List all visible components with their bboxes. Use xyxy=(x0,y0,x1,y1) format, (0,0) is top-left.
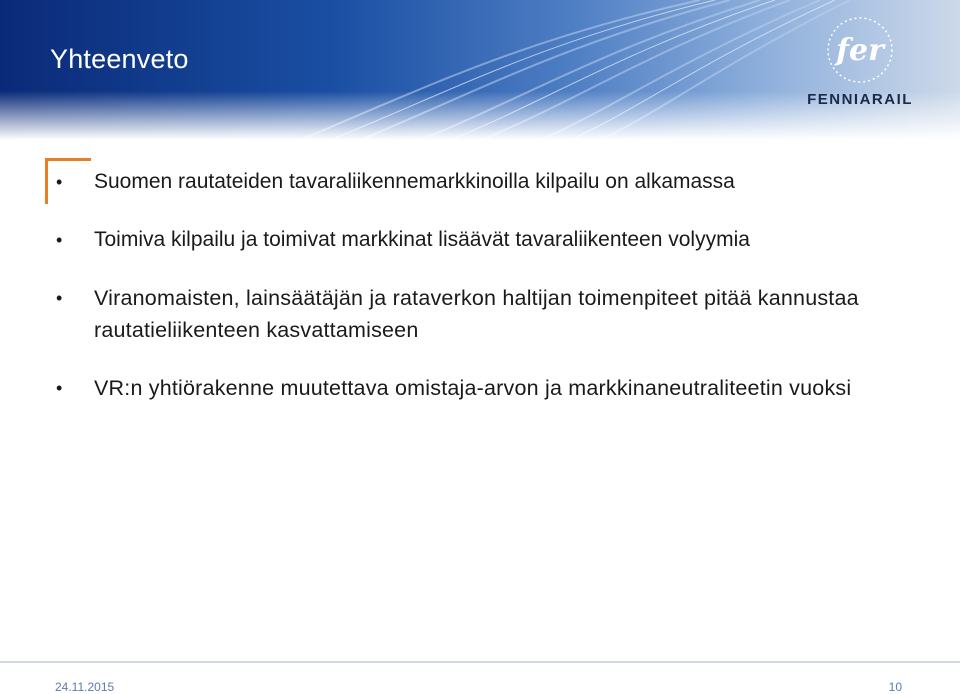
bullet-text: Suomen rautateiden tavaraliikennemarkkinoilla kilpailu on alkamassa xyxy=(94,170,735,193)
fenniarail-logo-icon xyxy=(780,12,940,110)
slide-title: Yhteenveto xyxy=(50,44,189,74)
logo-monogram: fer xyxy=(836,33,884,68)
logo-wordmark: FENNIARAIL xyxy=(807,91,913,108)
bullet-item xyxy=(56,224,916,256)
footer-divider xyxy=(0,661,960,663)
bullet-text: VR:n yhtiörakenne muutettava omistaja-arvon ja markkinaneutraliteetin vuoksi xyxy=(94,376,852,400)
page-number: 10 xyxy=(888,680,902,694)
bullet-dot: • xyxy=(56,230,63,250)
bullet-item xyxy=(56,166,916,198)
bullet-dot: • xyxy=(56,378,63,398)
bullet-item xyxy=(56,372,916,404)
footer-date: 24.11.2015 xyxy=(55,680,115,694)
fenniarail-logo xyxy=(780,12,940,110)
bullet-dot: • xyxy=(56,288,63,308)
bullet-text: Viranomaisten, lainsäätäjän ja rataverkon haltijan toimenpiteet pitää kannustaa rautatieliikenteen kasvattamiseen xyxy=(94,286,859,342)
bullet-dot: • xyxy=(56,172,63,192)
bullet-list xyxy=(56,166,916,404)
bullet-text: Toimiva kilpailu ja toimivat markkinat lisäävät tavaraliikenteen volyymia xyxy=(94,228,750,251)
bullet-item xyxy=(56,282,916,346)
